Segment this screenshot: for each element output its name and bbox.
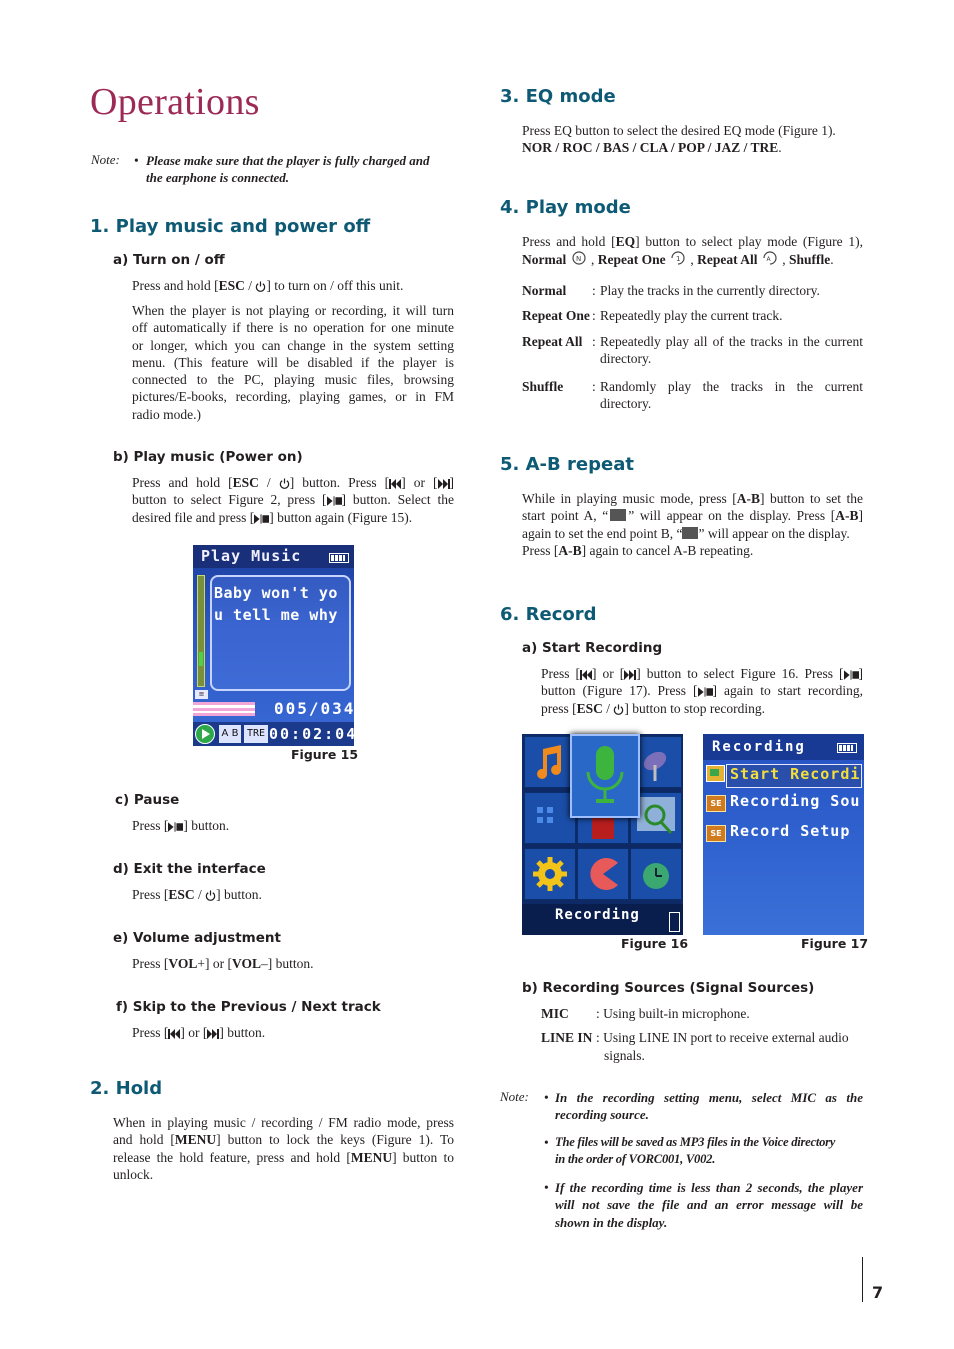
note-bullet: •	[544, 1180, 549, 1195]
pacman-icon	[578, 849, 628, 899]
figure-15-caption: Figure 15	[291, 747, 359, 762]
power-icon	[613, 704, 624, 715]
page-title: Operations	[90, 81, 260, 123]
def-term-normal: Normal	[522, 283, 567, 298]
play-music-paragraph: Press and hold [ESC / ] button. Press [ ] or [ ] button to select Figure 2, press [ ] button. Select the desired file and press [ ] button again (Figure 15).	[132, 475, 454, 525]
subheading-skip: f) Skip to the Previous / Next track	[116, 999, 381, 1015]
hold-line: When in playing music / recording / FM radio mode, press	[113, 1115, 454, 1130]
lyric-line-2: u tell me why	[214, 606, 338, 624]
subheading-pause: c) Pause	[115, 792, 180, 808]
auto-off-line: connected to the PC, playing music files, browsing	[132, 372, 454, 388]
exit-instruction: Press [ESC / ] button.	[132, 887, 262, 902]
subheading-play-music: b) Play music (Power on)	[113, 449, 303, 465]
clock-icon	[631, 849, 681, 899]
def-text-repeat-one: Repeatedly play the current track.	[600, 308, 783, 323]
eq-mini-icon: ≡	[195, 690, 208, 699]
note-text-line2: the earphone is connected.	[146, 170, 289, 185]
play-stop-icon	[327, 496, 342, 506]
subheading-volume: e) Volume adjustment	[113, 930, 281, 946]
menu-item-record-setup: Record Setup	[730, 822, 851, 840]
power-icon	[279, 478, 290, 489]
def-term-repeat-one: Repeat One	[522, 308, 590, 323]
ab-repeat-badge: A B	[219, 725, 241, 743]
previous-icon	[389, 479, 401, 489]
eq-modes-list: NOR / ROC / BAS / CLA / POP / JAZ / TRE	[522, 140, 779, 156]
next-icon	[624, 670, 636, 680]
play-stop-icon	[168, 822, 183, 832]
note-text-line1: Please make sure that the player is fully charged and	[146, 153, 430, 168]
record-item-icon	[706, 765, 725, 782]
screen-title: Recording	[712, 739, 806, 755]
figure-17-recording-menu	[703, 734, 864, 935]
previous-icon	[168, 1029, 180, 1039]
source-text-mic: : Using built-in microphone.	[596, 1006, 750, 1021]
note-label: Note:	[91, 152, 120, 167]
next-icon	[207, 1029, 219, 1039]
volume-bar	[197, 575, 205, 687]
note-item-3: If the recording time is less than 2 seconds, the player will not save the file and an error message will be shown in the display.	[555, 1180, 863, 1230]
volume-instruction: Press [VOL+] or [VOL–] button.	[132, 956, 314, 971]
source-text-linein-1: : Using LINE IN port to receive external audio	[596, 1030, 849, 1045]
heading-play-music: 1. Play music and power off	[90, 216, 371, 237]
power-icon	[255, 281, 266, 292]
previous-icon	[580, 670, 592, 680]
def-text-shuffle: Randomly play the tracks in the current directory.	[600, 379, 863, 412]
battery-icon	[837, 743, 857, 753]
play-status-icon	[195, 724, 215, 744]
menu-item-recording-source: Recording Sou	[730, 792, 861, 810]
heading-hold: 2. Hold	[90, 1078, 163, 1099]
note-label: Note:	[500, 1089, 529, 1104]
note-item-1: In the recording setting menu, select MIC as the recording source.	[555, 1090, 863, 1123]
figure-15-play-screen	[193, 545, 358, 746]
subheading-start-recording: a) Start Recording	[522, 640, 663, 656]
def-text-repeat-all: Repeatedly play all of the tracks in the current directory.	[600, 334, 863, 367]
eq-badge: TRE	[244, 725, 268, 743]
se-icon: SE	[706, 795, 726, 812]
hold-paragraph: When in playing music / recording / FM radio mode, press and hold [MENU] button to lock the keys (Figure 1). To release the hold feature, press and hold [MENU] button to unlock.	[113, 1115, 455, 1182]
repeat-one-icon	[669, 250, 687, 266]
ab-repeat-paragraph: While in playing music mode, press [A-B] button to set the start point A, “ ” will appear on the display. Press [A-B] again to set the end point B, “ ” will appear on the display. Press [A-B] again to cancel A-B repeating.	[522, 491, 863, 558]
def-colon: :	[592, 379, 596, 394]
next-icon	[438, 479, 450, 489]
heading-play-mode: 4. Play mode	[500, 197, 631, 218]
auto-off-line: radio mode.)	[132, 406, 201, 422]
auto-off-line: or longer, which you can change in the system setting	[132, 337, 454, 353]
skip-instruction: Press [ ] or [ ] button.	[132, 1025, 266, 1040]
heading-ab-repeat: 5. A-B repeat	[500, 454, 634, 475]
normal-mode-icon	[570, 250, 588, 266]
svg-text:1: 1	[676, 255, 681, 264]
power-icon	[205, 890, 216, 901]
source-text-linein-2: signals.	[604, 1048, 645, 1063]
figure-16-main-menu	[522, 734, 683, 935]
repeat-all-icon	[761, 250, 779, 266]
page-number-rule	[862, 1257, 863, 1302]
figure-17-caption: Figure 17	[801, 936, 869, 951]
play-stop-icon	[254, 514, 269, 524]
auto-off-line: off automatically if there is no operation for one minute	[132, 320, 454, 336]
alarm-tile	[630, 848, 682, 900]
subheading-turn-on-off: a) Turn on / off	[113, 252, 225, 268]
def-term-shuffle: Shuffle	[522, 379, 564, 394]
b-point-icon	[682, 527, 698, 539]
page-number: 7	[872, 1283, 884, 1302]
microphone-icon	[572, 736, 638, 816]
elapsed-time: 00:02:04	[269, 725, 358, 743]
grid-icon	[525, 793, 575, 843]
calculator-tile	[524, 792, 576, 844]
def-term-repeat-all: Repeat All	[522, 334, 583, 349]
note-bullet: •	[134, 153, 139, 168]
source-term-linein: LINE IN	[541, 1030, 593, 1045]
note-bullet: •	[544, 1135, 549, 1150]
subheading-exit: d) Exit the interface	[113, 861, 266, 877]
auto-off-line: pictures/E-books, recording, playing games, or in FM	[132, 389, 454, 405]
recording-tile-selected	[570, 734, 640, 818]
heading-eq-mode: 3. EQ mode	[500, 86, 616, 107]
def-colon: :	[592, 334, 596, 349]
hold-line: unlock.	[113, 1166, 154, 1182]
se-icon: SE	[706, 825, 726, 842]
pause-instruction: Press [ ] button.	[132, 818, 230, 833]
def-colon: :	[592, 283, 596, 298]
play-stop-icon	[698, 687, 713, 697]
turn-on-instruction: Press and hold [ESC / ] to turn on / off this unit.	[132, 278, 404, 293]
eq-line: Press EQ button to select the desired EQ mode (Figure 1).	[522, 123, 836, 138]
auto-off-paragraph	[132, 302, 454, 423]
subheading-recording-sources: b) Recording Sources (Signal Sources)	[522, 980, 815, 996]
gear-icon	[525, 849, 575, 899]
source-term-mic: MIC	[541, 1006, 569, 1021]
play-mode-paragraph: Press and hold [EQ] button to select play mode (Figure 1), Normal N , Repeat One 1 , Repeat All A , Shuffle.	[522, 234, 863, 268]
battery-icon	[669, 912, 680, 932]
eq-paragraph: Press EQ button to select the desired EQ mode (Figure 1). NOR / ROC / BAS / CLA / POP / JAZ / TRE.	[522, 122, 863, 157]
play-stop-icon	[844, 670, 859, 680]
svg-text:A: A	[766, 256, 771, 264]
note-item-2: The files will be saved as MP3 files in the Voice directory in the order of VORC001, V002.	[555, 1135, 836, 1167]
a-point-icon	[610, 509, 626, 521]
def-text-normal: Play the tracks in the currently directory.	[600, 283, 820, 298]
battery-icon	[329, 553, 349, 563]
start-recording-paragraph: Press [ ] or [ ] button to select Figure 16. Press [ ] button (Figure 17). Press [ ] again to start recording, press [ESC / ] button to stop recording.	[541, 666, 863, 716]
def-colon: :	[592, 308, 596, 323]
note-bullet: •	[544, 1090, 549, 1105]
game-tile	[577, 848, 629, 900]
auto-off-line: When the player is not playing or recording, it will turn	[132, 303, 454, 318]
music-tile	[524, 736, 576, 788]
figure-16-caption: Figure 16	[621, 936, 689, 951]
music-icon	[525, 737, 575, 787]
settings-tile	[524, 848, 576, 900]
menu-label: Recording	[555, 907, 640, 923]
track-counter: 005/034	[274, 699, 356, 718]
spectrum-bar	[193, 702, 255, 716]
svg-text:N: N	[575, 255, 581, 264]
menu-item-start-recording: Start Recordi	[730, 765, 861, 783]
auto-off-line: menu. (This feature will be disabled if the player is	[132, 354, 454, 370]
heading-record: 6. Record	[500, 604, 597, 625]
lyric-line-1: Baby won't yo	[214, 584, 338, 602]
screen-title: Play Music	[201, 547, 302, 565]
